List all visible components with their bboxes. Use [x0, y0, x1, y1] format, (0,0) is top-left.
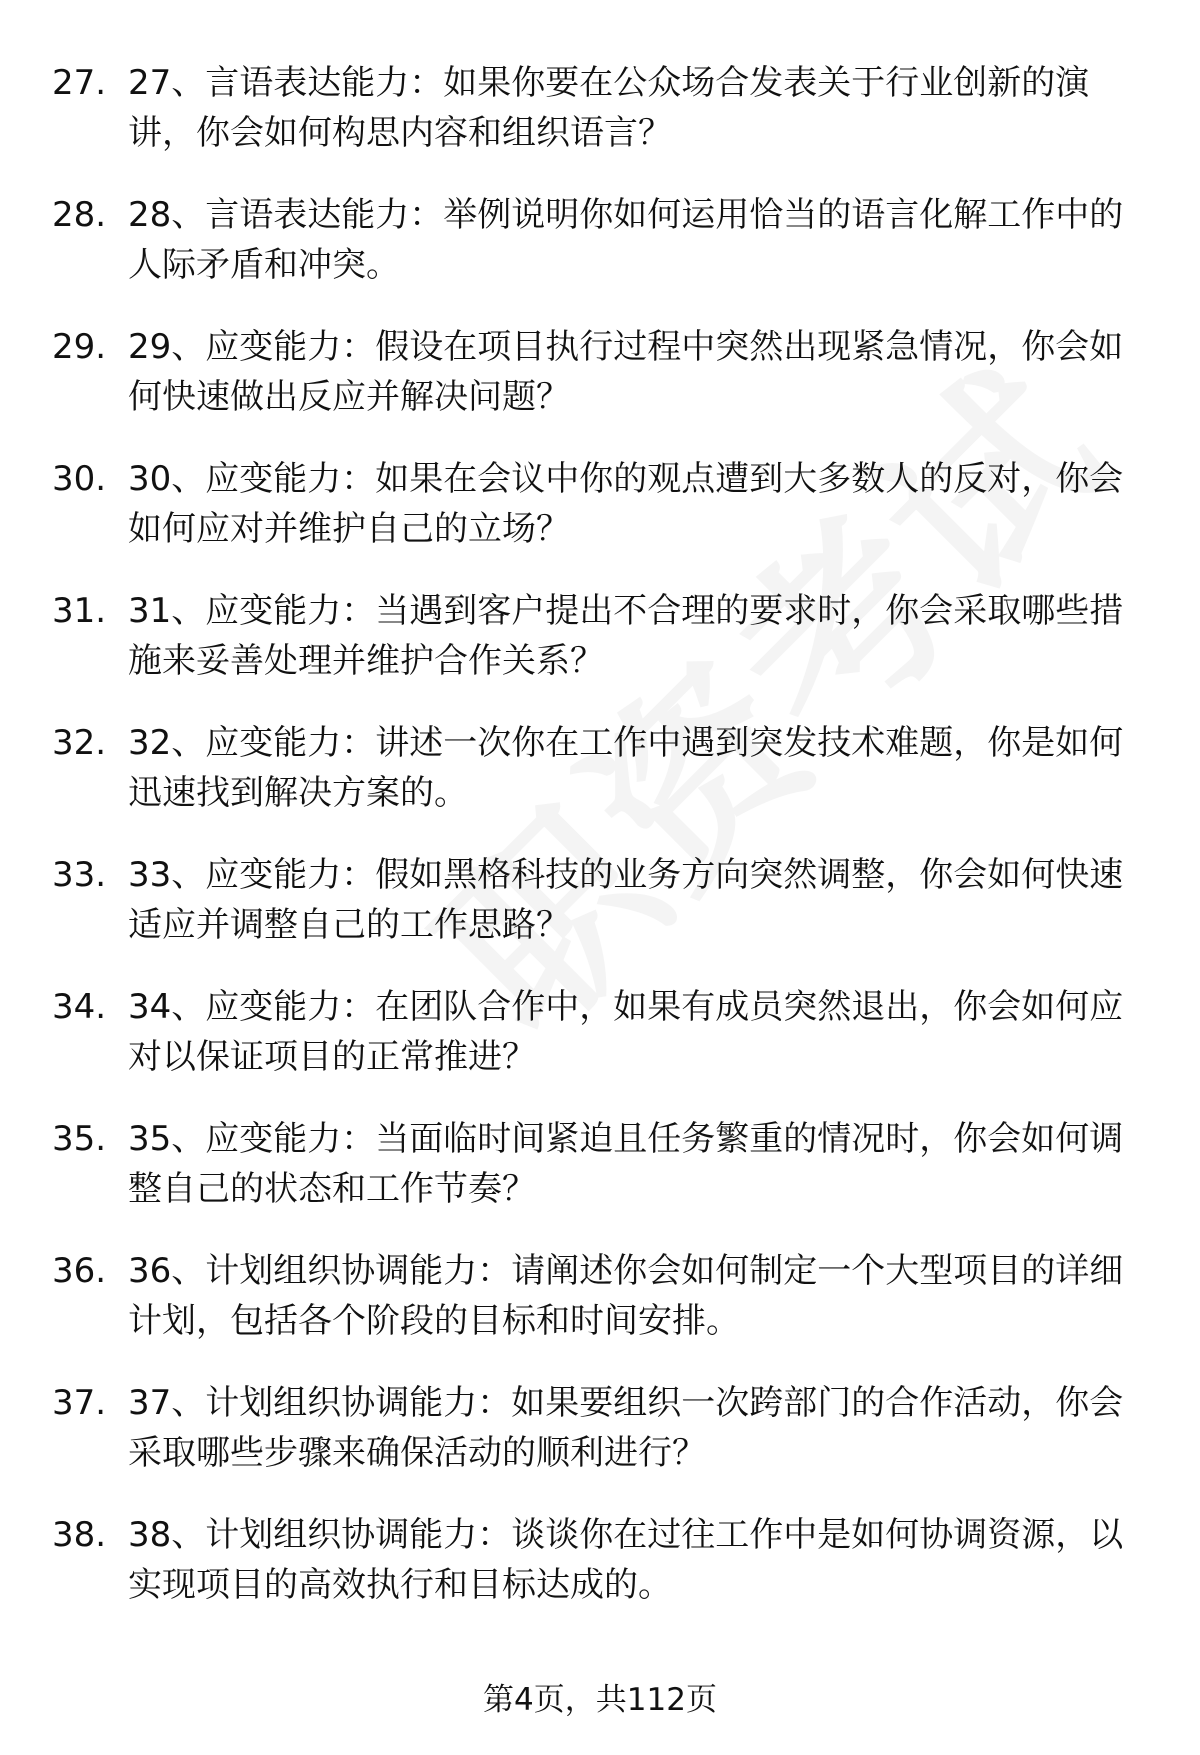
question-item	[0, 1378, 1200, 1510]
question-text: 35、应变能力：当面临时间紧迫且任务繁重的情况时，你会如何调整自己的状态和工作节奏？	[128, 1119, 1124, 1209]
question-text: 33、应变能力：假如黑格科技的业务方向突然调整，你会如何快速适应并调整自己的工作思路？	[128, 855, 1124, 945]
question-number: 32.	[52, 723, 107, 763]
question-list	[0, 58, 1200, 1642]
question-number: 29.	[52, 327, 107, 367]
question-text: 38、计划组织协调能力：谈谈你在过往工作中是如何协调资源，以实现项目的高效执行和目标达成的。	[128, 1515, 1124, 1605]
question-item	[0, 850, 1200, 982]
question-text: 37、计划组织协调能力：如果要组织一次跨部门的合作活动，你会采取哪些步骤来确保活动的顺利进行？	[128, 1383, 1124, 1473]
question-text: 28、言语表达能力：举例说明你如何运用恰当的语言化解工作中的人际矛盾和冲突。	[128, 195, 1124, 285]
question-number: 27.	[52, 63, 107, 103]
question-number: 33.	[52, 855, 107, 895]
question-number: 35.	[52, 1119, 107, 1159]
question-item	[0, 982, 1200, 1114]
question-number: 37.	[52, 1383, 107, 1423]
question-text: 32、应变能力：讲述一次你在工作中遇到突发技术难题，你是如何迅速找到解决方案的。	[128, 723, 1124, 813]
question-number: 30.	[52, 459, 107, 499]
question-number: 28.	[52, 195, 107, 235]
question-item	[0, 454, 1200, 586]
question-text: 36、计划组织协调能力：请阐述你会如何制定一个大型项目的详细计划，包括各个阶段的目标和时间安排。	[128, 1251, 1124, 1341]
question-number: 31.	[52, 591, 107, 631]
question-item	[0, 190, 1200, 322]
question-text: 29、应变能力：假设在项目执行过程中突然出现紧急情况，你会如何快速做出反应并解决问题？	[128, 327, 1124, 417]
page-number-footer: 第4页，共112页	[483, 1682, 717, 1718]
question-item	[0, 1510, 1200, 1642]
question-number: 38.	[52, 1515, 107, 1555]
question-item	[0, 322, 1200, 454]
question-item	[0, 586, 1200, 718]
question-text: 31、应变能力：当遇到客户提出不合理的要求时，你会采取哪些措施来妥善处理并维护合作关系？	[128, 591, 1124, 681]
question-number: 36.	[52, 1251, 107, 1291]
question-number: 34.	[52, 987, 107, 1027]
question-item	[0, 1114, 1200, 1246]
question-item	[0, 1246, 1200, 1378]
question-text: 30、应变能力：如果在会议中你的观点遭到大多数人的反对，你会如何应对并维护自己的立场？	[128, 459, 1124, 549]
question-text: 27、言语表达能力：如果你要在公众场合发表关于行业创新的演讲，你会如何构思内容和组织语言？	[128, 63, 1090, 153]
question-text: 34、应变能力：在团队合作中，如果有成员突然退出，你会如何应对以保证项目的正常推进？	[128, 987, 1124, 1077]
question-item	[0, 718, 1200, 850]
question-item	[0, 58, 1200, 190]
